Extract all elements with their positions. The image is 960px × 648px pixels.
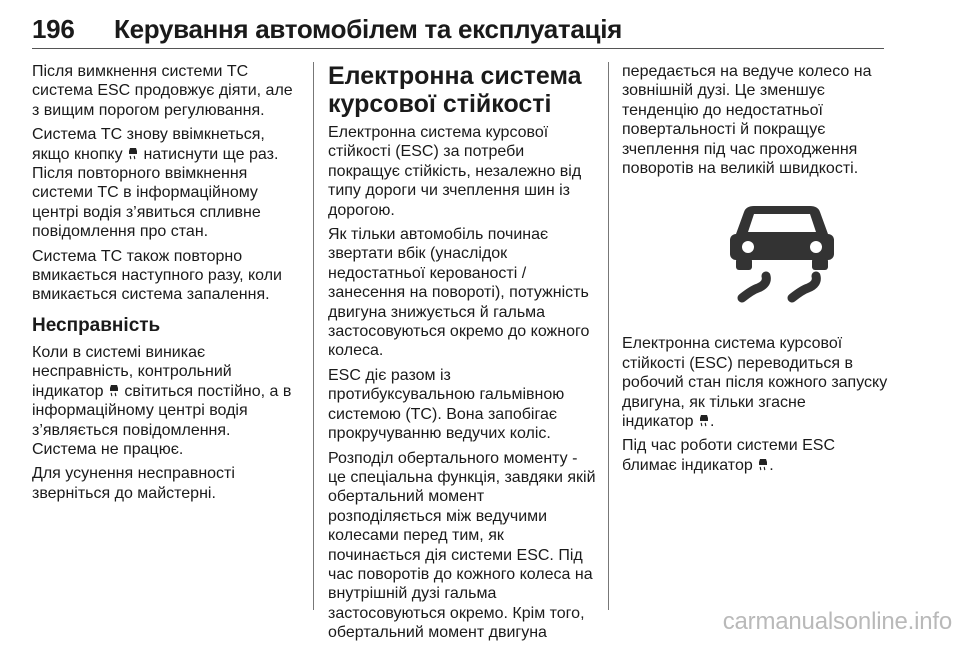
esc-flashing-indicator-icon	[758, 458, 768, 471]
tc-warning-indicator-icon	[109, 384, 119, 397]
column-left	[32, 62, 298, 508]
page-number: 196	[32, 14, 75, 44]
paragraph: Система TC знову ввімкнеться, якщо кнопку натиснути ще раз. Після повторного ввімкнення системи TC в інформаційному центрі водія з’явиться спливне повідомлення про стан.	[32, 126, 279, 241]
tc-off-indicator-icon	[128, 147, 138, 160]
column-middle	[328, 62, 596, 648]
paragraph: ESC діє разом із протибуксувальною гальмівною системою (TC). Вона запобігає прокручуванню ведучих коліс.	[328, 366, 565, 443]
paragraph: Система TC також повторно вмикається наступного разу, коли вмикається система запалення.	[32, 247, 282, 304]
paragraph: Як тільки автомобіль починає звертати вбік (унаслідок недостатньої керованості / занесення на повороті), потужність двигуна знижується й гальма застосовуються окремо до кожного колеса.	[328, 226, 590, 360]
paragraph: Для усунення несправності зверніться до майстерні.	[32, 465, 235, 502]
paragraph: Електронна система курсової стійкості (ESC) переводиться в робочий стан після кожного запуску двигуна, як тільки згасне індикатор .	[622, 335, 888, 431]
watermark: carmanualsonline.info	[722, 608, 952, 635]
column-right	[622, 62, 892, 480]
page-header	[32, 14, 884, 49]
running-title: Керування автомобілем та експлуатація	[114, 14, 622, 44]
paragraph: Після вимкнення системи TC система ESC продовжує діяти, але з вищим порогом регулювання.	[32, 63, 293, 119]
paragraph: Електронна система курсової стійкості (ESC) за потреби покращує стійкість, незалежно від типу дороги чи зчеплення шин із дорогою.	[328, 124, 582, 219]
paragraph: Під час роботи системи ESC блимає індикатор .	[622, 437, 835, 474]
esc-skid-car-icon	[702, 204, 862, 304]
paragraph: передається на ведуче колесо на зовнішній дузі. Це зменшує тенденцію до недостатньої повертальності й покращує зчеплення під час проходження поворотів на великій швидкості.	[622, 63, 872, 178]
paragraph: Коли в системі виникає несправність, контрольний індикатор світиться постійно, а в інформаційному центрі водія з’являється повідомлення. Система не працює.	[32, 343, 292, 458]
column-divider	[313, 62, 314, 610]
paragraph: Розподіл обертального моменту - це спеціальна функція, завдяки якій обертальний момент розподіляється між ведучими колесами перед тим, як починається дія системи ESC. Під час поворотів до кожного колеса на внутрішній дузі гальма застосовуються окремо. Крім того, обертальний момент двигуна	[328, 449, 596, 642]
esc-indicator-icon	[699, 414, 709, 427]
section-title: Електронна система курсової стійкості	[328, 62, 582, 118]
column-divider	[608, 62, 609, 610]
section-subheading: Несправність	[32, 314, 161, 336]
